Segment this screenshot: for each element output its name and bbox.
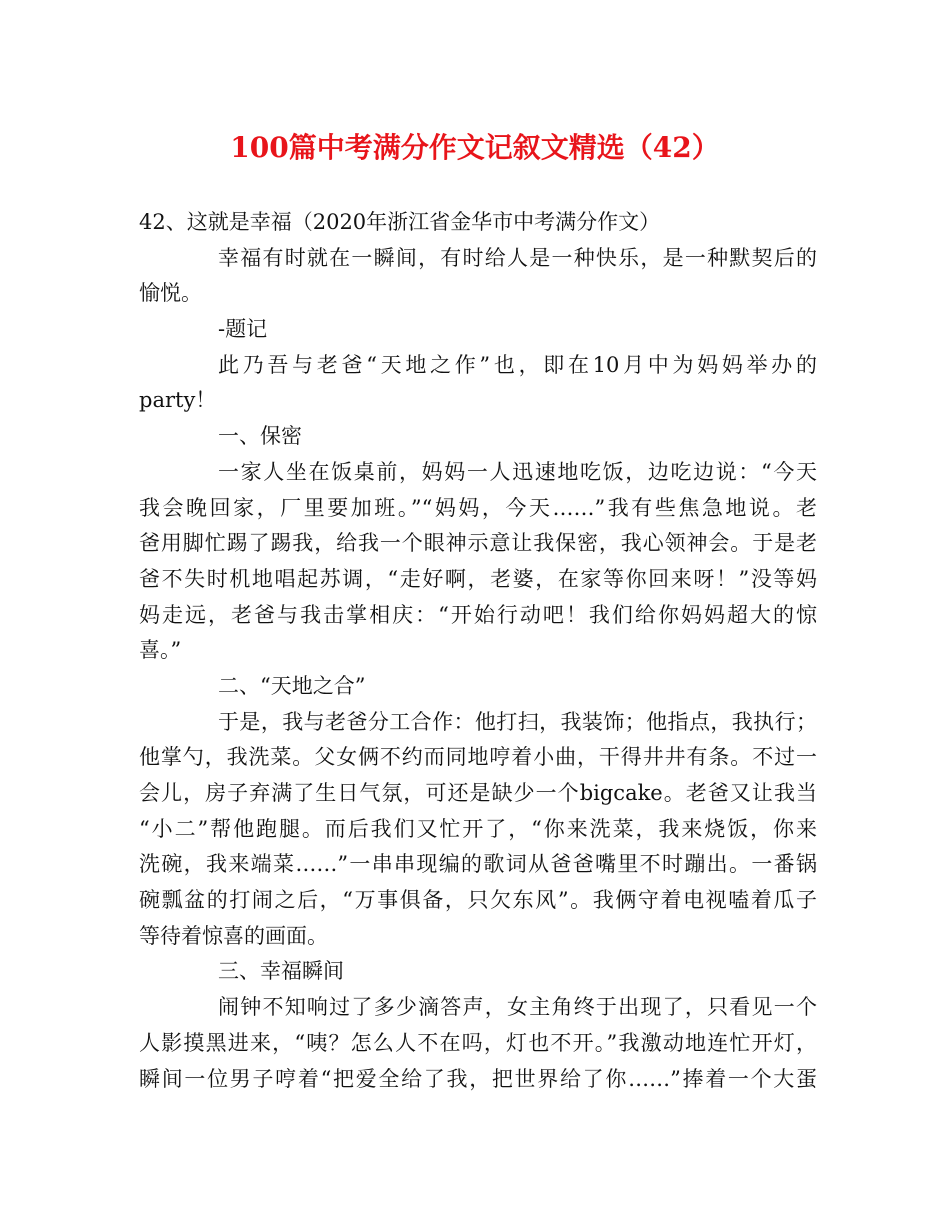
text-line: -题记 <box>218 317 268 342</box>
text-line: 爸用脚忙踢了踢我，给我一个眼神示意让我保密，我心领神会。于是老 <box>139 531 817 556</box>
document-body <box>139 205 817 1097</box>
text-line: 会儿，房子弃满了生日气氛，可还是缺少一个bigcake。老爸又让我当 <box>139 781 817 805</box>
text-line: 妈走远，老爸与我击掌相庆：“开始行动吧！我们给你妈妈超大的惊 <box>139 602 817 627</box>
section-heading: 一、保密 <box>218 424 302 449</box>
text-line: 喜。” <box>139 638 182 663</box>
document-title: 100篇中考满分作文记叙文精选（42） <box>230 131 720 164</box>
text-line: 此乃吾与老爸“天地之作”也，即在10月中为妈妈举办的 <box>218 352 817 377</box>
text-line: 人影摸黑进来，“咦？怎么人不在吗，灯也不开。”我激动地连忙开灯， <box>139 1030 817 1055</box>
text-line: 一家人坐在饭桌前，妈妈一人迅速地吃饭，边吃边说：“今天 <box>218 459 817 484</box>
section-heading: 二、“天地之合” <box>218 673 366 698</box>
text-line: 等待着惊喜的画面。 <box>139 923 328 948</box>
text-line: “小二”帮他跑腿。而后我们又忙开了，“你来洗菜，我来烧饭，你来 <box>139 816 817 841</box>
text-line: party！ <box>139 388 217 413</box>
text-line: 碗瓢盆的打闹之后，“万事俱备，只欠东风”。我俩守着电视嗑着瓜子 <box>139 888 817 913</box>
text-line: 闹钟不知响过了多少滴答声，女主角终于出现了，只看见一个 <box>218 995 817 1020</box>
text-line: 于是，我与老爸分工合作：他打扫，我装饰；他指点，我执行； <box>218 709 817 734</box>
text-line: 瞬间一位男子哼着“把爱全给了我，把世界给了你……”捧着一个大蛋 <box>139 1066 817 1091</box>
section-heading: 三、幸福瞬间 <box>218 959 344 984</box>
text-line: 42、这就是幸福（2020年浙江省金华市中考满分作文） <box>139 210 661 234</box>
text-line: 洗碗，我来端菜……”一串串现编的歌词从爸爸嘴里不时蹦出。一番锅 <box>139 852 817 877</box>
text-line: 幸福有时就在一瞬间，有时给人是一种快乐，是一种默契后的 <box>218 245 817 270</box>
text-line: 爸不失时机地唱起苏调，“走好啊，老婆，在家等你回来呀！”没等妈 <box>139 566 817 591</box>
text-line: 他掌勺，我洗菜。父女俩不约而同地哼着小曲，干得井井有条。不过一 <box>139 745 817 770</box>
text-line: 愉悦。 <box>139 281 202 306</box>
text-line: 我会晚回家，厂里要加班。”“妈妈，今天……”我有些焦急地说。老 <box>139 495 817 520</box>
